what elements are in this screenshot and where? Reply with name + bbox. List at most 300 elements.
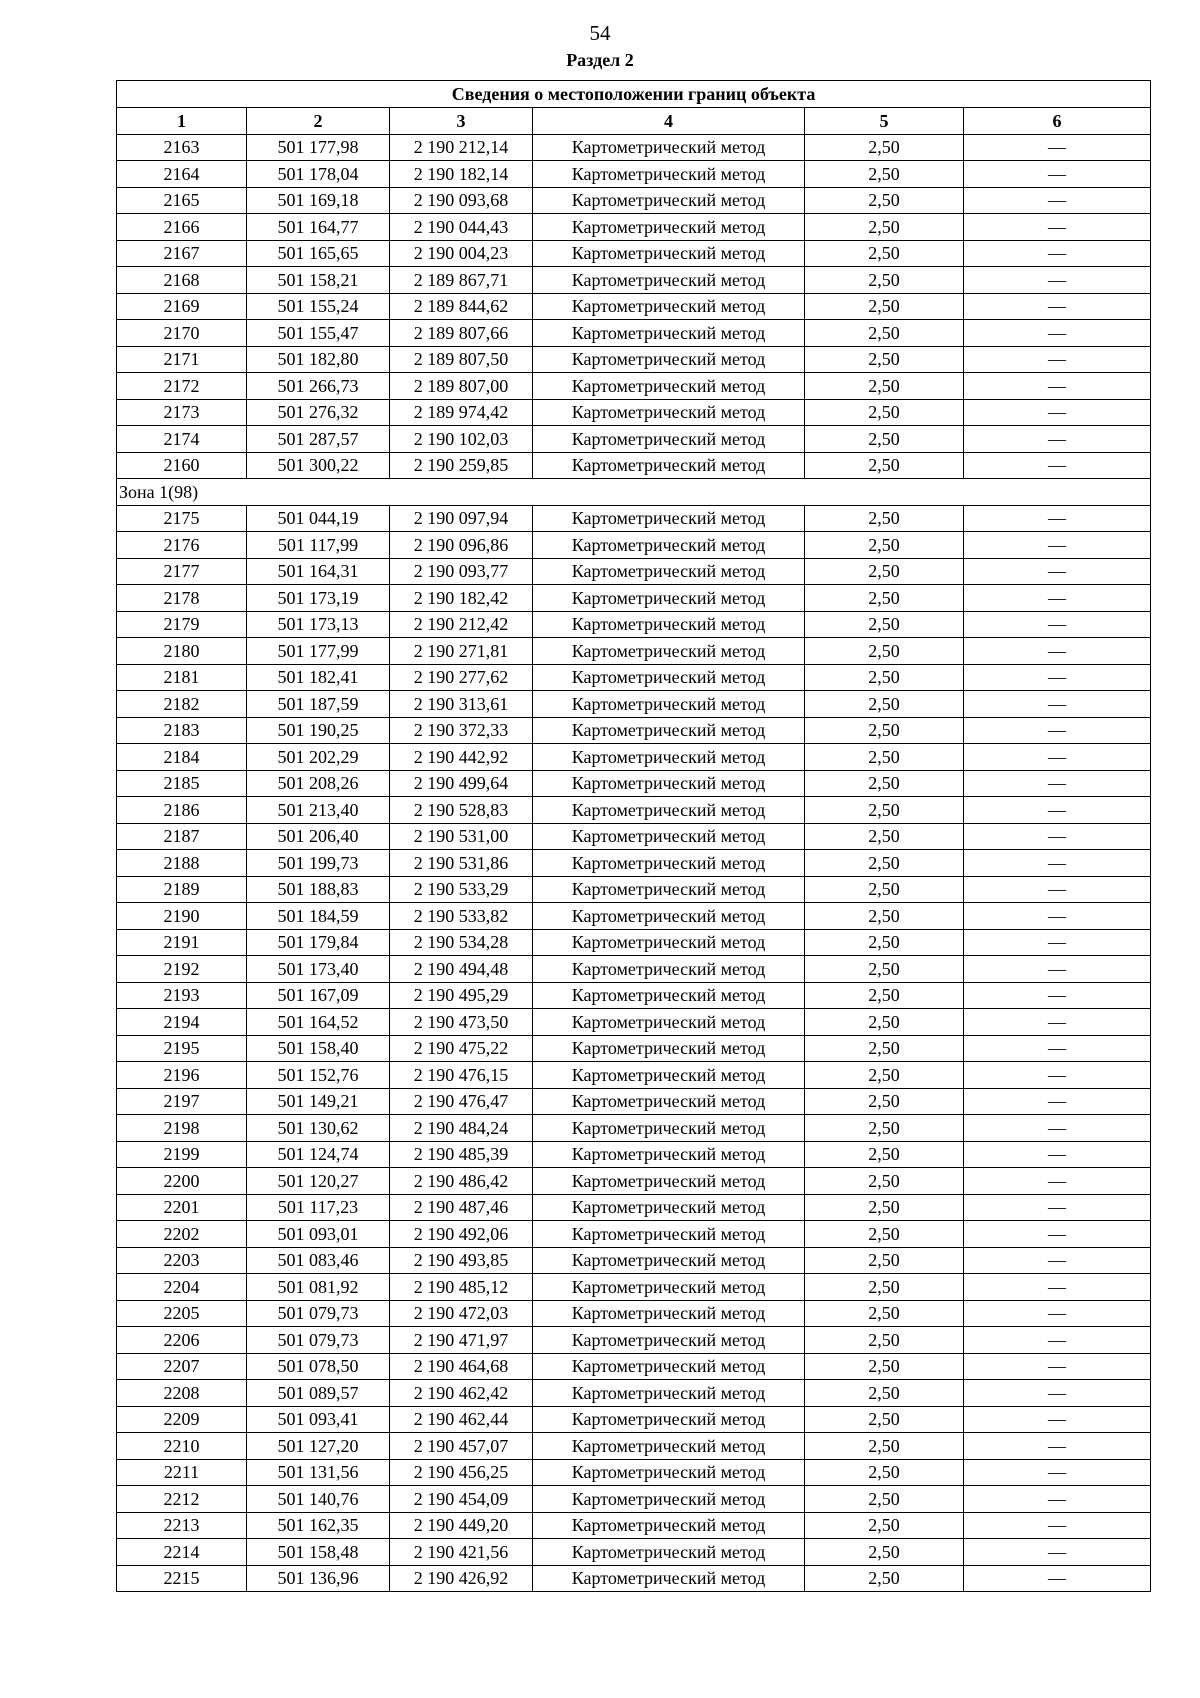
table-cell: 2,50 bbox=[805, 1221, 964, 1248]
table-cell: Картометрический метод bbox=[533, 293, 805, 320]
table-cell: 2 190 044,43 bbox=[390, 214, 533, 241]
table-cell: — bbox=[964, 638, 1151, 665]
table-cell: Картометрический метод bbox=[533, 770, 805, 797]
table-cell: — bbox=[964, 558, 1151, 585]
table-cell: 2 190 531,86 bbox=[390, 850, 533, 877]
table-cell: 2,50 bbox=[805, 1194, 964, 1221]
table-cell: — bbox=[964, 1115, 1151, 1142]
column-header: 2 bbox=[247, 108, 390, 135]
table-cell: 2 190 472,03 bbox=[390, 1300, 533, 1327]
table-cell: 501 182,80 bbox=[247, 346, 390, 373]
column-header: 5 bbox=[805, 108, 964, 135]
table-cell: Картометрический метод bbox=[533, 717, 805, 744]
table-cell: Картометрический метод bbox=[533, 320, 805, 347]
table-row bbox=[117, 1141, 1151, 1168]
table-cell: Картометрический метод bbox=[533, 1512, 805, 1539]
table-row bbox=[117, 1035, 1151, 1062]
table-cell: — bbox=[964, 1088, 1151, 1115]
table-cell: 2 189 974,42 bbox=[390, 399, 533, 426]
table-cell: 2 190 457,07 bbox=[390, 1433, 533, 1460]
table-cell: Картометрический метод bbox=[533, 346, 805, 373]
table-cell: 2204 bbox=[117, 1274, 247, 1301]
table-cell: 2 190 271,81 bbox=[390, 638, 533, 665]
table-cell: 2203 bbox=[117, 1247, 247, 1274]
table-cell: 501 093,41 bbox=[247, 1406, 390, 1433]
table-cell: Картометрический метод bbox=[533, 161, 805, 188]
table-cell: 2,50 bbox=[805, 320, 964, 347]
table-cell: 501 164,52 bbox=[247, 1009, 390, 1036]
table-cell: — bbox=[964, 1380, 1151, 1407]
table-cell: 2,50 bbox=[805, 373, 964, 400]
table-cell: 2,50 bbox=[805, 638, 964, 665]
table-cell: 501 182,41 bbox=[247, 664, 390, 691]
table-cell: Картометрический метод bbox=[533, 1088, 805, 1115]
table-cell: 2,50 bbox=[805, 1539, 964, 1566]
table-cell: 2,50 bbox=[805, 452, 964, 479]
table-cell: 2 190 097,94 bbox=[390, 505, 533, 532]
table-cell: — bbox=[964, 373, 1151, 400]
table-cell: 2 190 485,12 bbox=[390, 1274, 533, 1301]
table-cell: 501 149,21 bbox=[247, 1088, 390, 1115]
table-cell: 501 164,77 bbox=[247, 214, 390, 241]
table-cell: — bbox=[964, 399, 1151, 426]
table-row bbox=[117, 1433, 1151, 1460]
table-cell: Картометрический метод bbox=[533, 1221, 805, 1248]
table-caption: Сведения о местоположении границ объекта bbox=[117, 81, 1151, 108]
table-row bbox=[117, 320, 1151, 347]
table-cell: 2205 bbox=[117, 1300, 247, 1327]
table-row bbox=[117, 929, 1151, 956]
table-cell: 2 190 182,42 bbox=[390, 585, 533, 612]
table-cell: 501 173,40 bbox=[247, 956, 390, 983]
table-cell: 2 190 442,92 bbox=[390, 744, 533, 771]
table-cell: 2,50 bbox=[805, 1009, 964, 1036]
table-cell: 2189 bbox=[117, 876, 247, 903]
table-row bbox=[117, 532, 1151, 559]
table-cell: 2,50 bbox=[805, 876, 964, 903]
table-cell: 2 190 462,44 bbox=[390, 1406, 533, 1433]
table-cell: 2,50 bbox=[805, 532, 964, 559]
table-cell: — bbox=[964, 611, 1151, 638]
table-cell: 2 190 277,62 bbox=[390, 664, 533, 691]
table-cell: — bbox=[964, 876, 1151, 903]
table-cell: 501 165,65 bbox=[247, 240, 390, 267]
table-cell: 501 124,74 bbox=[247, 1141, 390, 1168]
table-cell: 501 130,62 bbox=[247, 1115, 390, 1142]
table-cell: Картометрический метод bbox=[533, 1433, 805, 1460]
table-row bbox=[117, 850, 1151, 877]
table-row bbox=[117, 585, 1151, 612]
table-cell: 2,50 bbox=[805, 346, 964, 373]
table-row bbox=[117, 876, 1151, 903]
table-cell: 2185 bbox=[117, 770, 247, 797]
table-cell: Картометрический метод bbox=[533, 823, 805, 850]
table-cell: 2 190 259,85 bbox=[390, 452, 533, 479]
table-cell: — bbox=[964, 1486, 1151, 1513]
table-cell: — bbox=[964, 982, 1151, 1009]
table-cell: — bbox=[964, 134, 1151, 161]
table-cell: — bbox=[964, 267, 1151, 294]
table-cell: Картометрический метод bbox=[533, 1300, 805, 1327]
table-cell: 501 079,73 bbox=[247, 1327, 390, 1354]
table-row bbox=[117, 982, 1151, 1009]
table-cell: — bbox=[964, 426, 1151, 453]
table-cell: 501 079,73 bbox=[247, 1300, 390, 1327]
table-row bbox=[117, 134, 1151, 161]
table-cell: — bbox=[964, 1062, 1151, 1089]
table-cell: 2166 bbox=[117, 214, 247, 241]
table-cell: 2174 bbox=[117, 426, 247, 453]
table-row bbox=[117, 452, 1151, 479]
table-cell: 2167 bbox=[117, 240, 247, 267]
table-cell: Картометрический метод bbox=[533, 1486, 805, 1513]
table-cell: 501 158,48 bbox=[247, 1539, 390, 1566]
table-cell: 2,50 bbox=[805, 214, 964, 241]
table-cell: — bbox=[964, 1035, 1151, 1062]
table-cell: 2188 bbox=[117, 850, 247, 877]
table-cell: 501 162,35 bbox=[247, 1512, 390, 1539]
table-cell: Картометрический метод bbox=[533, 1406, 805, 1433]
table-cell: 2 190 485,39 bbox=[390, 1141, 533, 1168]
table-cell: — bbox=[964, 1194, 1151, 1221]
table-cell: 2 190 492,06 bbox=[390, 1221, 533, 1248]
table-cell: — bbox=[964, 956, 1151, 983]
table-cell: 2181 bbox=[117, 664, 247, 691]
table-cell: Картометрический метод bbox=[533, 1115, 805, 1142]
table-cell: Картометрический метод bbox=[533, 373, 805, 400]
table-cell: 2 190 494,48 bbox=[390, 956, 533, 983]
table-cell: 2,50 bbox=[805, 585, 964, 612]
table-cell: — bbox=[964, 1565, 1151, 1592]
table-cell: 2 190 004,23 bbox=[390, 240, 533, 267]
table-cell: 2 190 462,42 bbox=[390, 1380, 533, 1407]
table-cell: — bbox=[964, 823, 1151, 850]
table-row bbox=[117, 1274, 1151, 1301]
table-cell: 2,50 bbox=[805, 240, 964, 267]
table-row bbox=[117, 373, 1151, 400]
table-body bbox=[117, 134, 1151, 1592]
table-cell: 501 287,57 bbox=[247, 426, 390, 453]
table-cell: 501 266,73 bbox=[247, 373, 390, 400]
table-row bbox=[117, 1512, 1151, 1539]
table-cell: 2,50 bbox=[805, 1353, 964, 1380]
table-cell: 2,50 bbox=[805, 982, 964, 1009]
table-cell: — bbox=[964, 1274, 1151, 1301]
table-cell: 501 167,09 bbox=[247, 982, 390, 1009]
table-cell: — bbox=[964, 691, 1151, 718]
table-cell: 501 120,27 bbox=[247, 1168, 390, 1195]
table-cell: Картометрический метод bbox=[533, 426, 805, 453]
table-row bbox=[117, 956, 1151, 983]
table-cell: 2 190 421,56 bbox=[390, 1539, 533, 1566]
table-cell: — bbox=[964, 532, 1151, 559]
table-row bbox=[117, 1300, 1151, 1327]
table-cell: 501 190,25 bbox=[247, 717, 390, 744]
table-cell: 501 155,47 bbox=[247, 320, 390, 347]
table-cell: 501 136,96 bbox=[247, 1565, 390, 1592]
column-header: 3 bbox=[390, 108, 533, 135]
table-cell: 501 083,46 bbox=[247, 1247, 390, 1274]
table-cell: 2197 bbox=[117, 1088, 247, 1115]
table-cell: Картометрический метод bbox=[533, 850, 805, 877]
table-cell: 2170 bbox=[117, 320, 247, 347]
table-row bbox=[117, 1459, 1151, 1486]
table-cell: Картометрический метод bbox=[533, 187, 805, 214]
section-title: Раздел 2 bbox=[566, 50, 634, 70]
table-cell: 2165 bbox=[117, 187, 247, 214]
table-cell: 501 187,59 bbox=[247, 691, 390, 718]
table-cell: — bbox=[964, 850, 1151, 877]
column-header: 1 bbox=[117, 108, 247, 135]
table-row bbox=[117, 717, 1151, 744]
table-cell: 2,50 bbox=[805, 1141, 964, 1168]
table-cell: 2 190 533,29 bbox=[390, 876, 533, 903]
table-cell: — bbox=[964, 1247, 1151, 1274]
table-row bbox=[117, 744, 1151, 771]
table-cell: 2 190 531,00 bbox=[390, 823, 533, 850]
table-cell: 501 177,99 bbox=[247, 638, 390, 665]
table-cell: 2184 bbox=[117, 744, 247, 771]
table-cell: — bbox=[964, 1512, 1151, 1539]
table-cell: — bbox=[964, 505, 1151, 532]
table-cell: 501 177,98 bbox=[247, 134, 390, 161]
table-cell: 2207 bbox=[117, 1353, 247, 1380]
table-cell: 501 158,40 bbox=[247, 1035, 390, 1062]
table-cell: — bbox=[964, 1327, 1151, 1354]
table-cell: 2187 bbox=[117, 823, 247, 850]
table-cell: 2 189 807,00 bbox=[390, 373, 533, 400]
table-cell: 501 213,40 bbox=[247, 797, 390, 824]
table-cell: — bbox=[964, 1300, 1151, 1327]
table-cell: Картометрический метод bbox=[533, 1539, 805, 1566]
table-cell: 2 190 495,29 bbox=[390, 982, 533, 1009]
table-cell: 2 190 313,61 bbox=[390, 691, 533, 718]
table-cell: 2209 bbox=[117, 1406, 247, 1433]
table-row bbox=[117, 293, 1151, 320]
table-cell: 2,50 bbox=[805, 161, 964, 188]
table-cell: 2,50 bbox=[805, 1088, 964, 1115]
table-cell: — bbox=[964, 1168, 1151, 1195]
table-cell: 2183 bbox=[117, 717, 247, 744]
table-cell: 2172 bbox=[117, 373, 247, 400]
table-cell: 2,50 bbox=[805, 1168, 964, 1195]
table-cell: — bbox=[964, 903, 1151, 930]
table-cell: 501 169,18 bbox=[247, 187, 390, 214]
table-cell: Картометрический метод bbox=[533, 691, 805, 718]
table-cell: 2 190 454,09 bbox=[390, 1486, 533, 1513]
table-cell: — bbox=[964, 1539, 1151, 1566]
table-cell: 2191 bbox=[117, 929, 247, 956]
table-cell: — bbox=[964, 240, 1151, 267]
table-row bbox=[117, 1194, 1151, 1221]
table-cell: 2196 bbox=[117, 1062, 247, 1089]
table-row bbox=[117, 611, 1151, 638]
table-cell: Картометрический метод bbox=[533, 1565, 805, 1592]
table-cell: 2173 bbox=[117, 399, 247, 426]
table-cell: — bbox=[964, 1353, 1151, 1380]
boundary-coordinates-table bbox=[116, 80, 1151, 1592]
table-cell: 501 178,04 bbox=[247, 161, 390, 188]
table-row bbox=[117, 346, 1151, 373]
table-cell: Картометрический метод bbox=[533, 1194, 805, 1221]
table-cell: Картометрический метод bbox=[533, 903, 805, 930]
table-cell: — bbox=[964, 293, 1151, 320]
table-cell: 501 127,20 bbox=[247, 1433, 390, 1460]
table-cell: 2,50 bbox=[805, 267, 964, 294]
table-cell: 2194 bbox=[117, 1009, 247, 1036]
table-cell: 2,50 bbox=[805, 929, 964, 956]
table-cell: 2,50 bbox=[805, 1062, 964, 1089]
table-cell: 501 158,21 bbox=[247, 267, 390, 294]
table-cell: 2 190 456,25 bbox=[390, 1459, 533, 1486]
table-row bbox=[117, 823, 1151, 850]
table-cell: 501 202,29 bbox=[247, 744, 390, 771]
table-row bbox=[117, 664, 1151, 691]
table-cell: 2200 bbox=[117, 1168, 247, 1195]
table-cell: 2199 bbox=[117, 1141, 247, 1168]
table-cell: Картометрический метод bbox=[533, 611, 805, 638]
table-cell: 501 152,76 bbox=[247, 1062, 390, 1089]
table-cell: 501 173,13 bbox=[247, 611, 390, 638]
table-cell: 2,50 bbox=[805, 1486, 964, 1513]
table-cell: — bbox=[964, 1141, 1151, 1168]
table-row bbox=[117, 1327, 1151, 1354]
table-cell: 2,50 bbox=[805, 399, 964, 426]
table-cell: Картометрический метод bbox=[533, 505, 805, 532]
table-cell: 2 190 484,24 bbox=[390, 1115, 533, 1142]
table-row bbox=[117, 505, 1151, 532]
table-cell: 501 078,50 bbox=[247, 1353, 390, 1380]
table-cell: 2206 bbox=[117, 1327, 247, 1354]
table-cell: 2208 bbox=[117, 1380, 247, 1407]
table-cell: 2177 bbox=[117, 558, 247, 585]
table-row bbox=[117, 161, 1151, 188]
table-cell: 2201 bbox=[117, 1194, 247, 1221]
table-cell: 501 173,19 bbox=[247, 585, 390, 612]
table-cell: 2 190 096,86 bbox=[390, 532, 533, 559]
table-cell: 2 190 533,82 bbox=[390, 903, 533, 930]
table-cell: Картометрический метод bbox=[533, 744, 805, 771]
table-cell: — bbox=[964, 585, 1151, 612]
table-cell: 2180 bbox=[117, 638, 247, 665]
table-cell: 2,50 bbox=[805, 717, 964, 744]
table-cell: 2,50 bbox=[805, 1433, 964, 1460]
table-cell: 2 190 464,68 bbox=[390, 1353, 533, 1380]
table-cell: 2,50 bbox=[805, 293, 964, 320]
table-cell: 501 131,56 bbox=[247, 1459, 390, 1486]
table-cell: 2215 bbox=[117, 1565, 247, 1592]
table-cell: 2,50 bbox=[805, 1459, 964, 1486]
table-cell: 2 190 487,46 bbox=[390, 1194, 533, 1221]
table-cell: — bbox=[964, 187, 1151, 214]
table-cell: — bbox=[964, 770, 1151, 797]
table-cell: Картометрический метод bbox=[533, 797, 805, 824]
table-cell: Картометрический метод bbox=[533, 558, 805, 585]
table-cell: 2 189 807,66 bbox=[390, 320, 533, 347]
table-row bbox=[117, 1486, 1151, 1513]
table-cell: 2,50 bbox=[805, 691, 964, 718]
table-cell: — bbox=[964, 214, 1151, 241]
table-row bbox=[117, 1247, 1151, 1274]
table-cell: Картометрический метод bbox=[533, 1009, 805, 1036]
table-cell: 501 276,32 bbox=[247, 399, 390, 426]
table-cell: 2 189 807,50 bbox=[390, 346, 533, 373]
table-cell: 2 190 528,83 bbox=[390, 797, 533, 824]
table-row bbox=[117, 1062, 1151, 1089]
table-cell: 501 140,76 bbox=[247, 1486, 390, 1513]
table-cell: 501 208,26 bbox=[247, 770, 390, 797]
table-cell: 2 190 475,22 bbox=[390, 1035, 533, 1062]
table-cell: 2179 bbox=[117, 611, 247, 638]
table-cell: — bbox=[964, 1433, 1151, 1460]
table-cell: 2,50 bbox=[805, 1035, 964, 1062]
table-row bbox=[117, 426, 1151, 453]
table-row bbox=[117, 214, 1151, 241]
table-cell: — bbox=[964, 929, 1151, 956]
table-cell: 2163 bbox=[117, 134, 247, 161]
table-cell: 2171 bbox=[117, 346, 247, 373]
table-cell: 501 155,24 bbox=[247, 293, 390, 320]
table-cell: 2,50 bbox=[805, 823, 964, 850]
table-cell: 2,50 bbox=[805, 1115, 964, 1142]
table-cell: 2202 bbox=[117, 1221, 247, 1248]
caption-row bbox=[117, 81, 1151, 108]
table-cell: 501 199,73 bbox=[247, 850, 390, 877]
table-cell: — bbox=[964, 664, 1151, 691]
table-cell: — bbox=[964, 717, 1151, 744]
table-cell: 2 190 473,50 bbox=[390, 1009, 533, 1036]
table-cell: 2178 bbox=[117, 585, 247, 612]
table-cell: 501 117,23 bbox=[247, 1194, 390, 1221]
table-row bbox=[117, 267, 1151, 294]
column-header: 4 bbox=[533, 108, 805, 135]
zone-row bbox=[117, 479, 1151, 506]
table-cell: 2,50 bbox=[805, 134, 964, 161]
table-cell: 501 164,31 bbox=[247, 558, 390, 585]
table-cell: 2198 bbox=[117, 1115, 247, 1142]
column-header: 6 bbox=[964, 108, 1151, 135]
table-cell: 2,50 bbox=[805, 850, 964, 877]
table-cell: — bbox=[964, 161, 1151, 188]
table-row bbox=[117, 1565, 1151, 1592]
table-cell: 2192 bbox=[117, 956, 247, 983]
table-cell: 501 081,92 bbox=[247, 1274, 390, 1301]
table-row bbox=[117, 1353, 1151, 1380]
table-cell: 2,50 bbox=[805, 1247, 964, 1274]
table-cell: Картометрический метод bbox=[533, 1380, 805, 1407]
table-row bbox=[117, 558, 1151, 585]
table-cell: 2212 bbox=[117, 1486, 247, 1513]
table-cell: 2 190 102,03 bbox=[390, 426, 533, 453]
table-row bbox=[117, 638, 1151, 665]
table-cell: — bbox=[964, 797, 1151, 824]
table-cell: Картометрический метод bbox=[533, 664, 805, 691]
table-cell: 501 300,22 bbox=[247, 452, 390, 479]
table-cell: 2,50 bbox=[805, 1406, 964, 1433]
table-cell: 2211 bbox=[117, 1459, 247, 1486]
table-cell: 2 190 093,77 bbox=[390, 558, 533, 585]
table-cell: 2190 bbox=[117, 903, 247, 930]
table-cell: 2,50 bbox=[805, 505, 964, 532]
table-cell: Картометрический метод bbox=[533, 1247, 805, 1274]
table-cell: Картометрический метод bbox=[533, 1353, 805, 1380]
table-cell: Картометрический метод bbox=[533, 1168, 805, 1195]
table-cell: 2210 bbox=[117, 1433, 247, 1460]
table-cell: Картометрический метод bbox=[533, 956, 805, 983]
table-cell: 2 190 471,97 bbox=[390, 1327, 533, 1354]
table-row bbox=[117, 1088, 1151, 1115]
table-cell: 501 184,59 bbox=[247, 903, 390, 930]
